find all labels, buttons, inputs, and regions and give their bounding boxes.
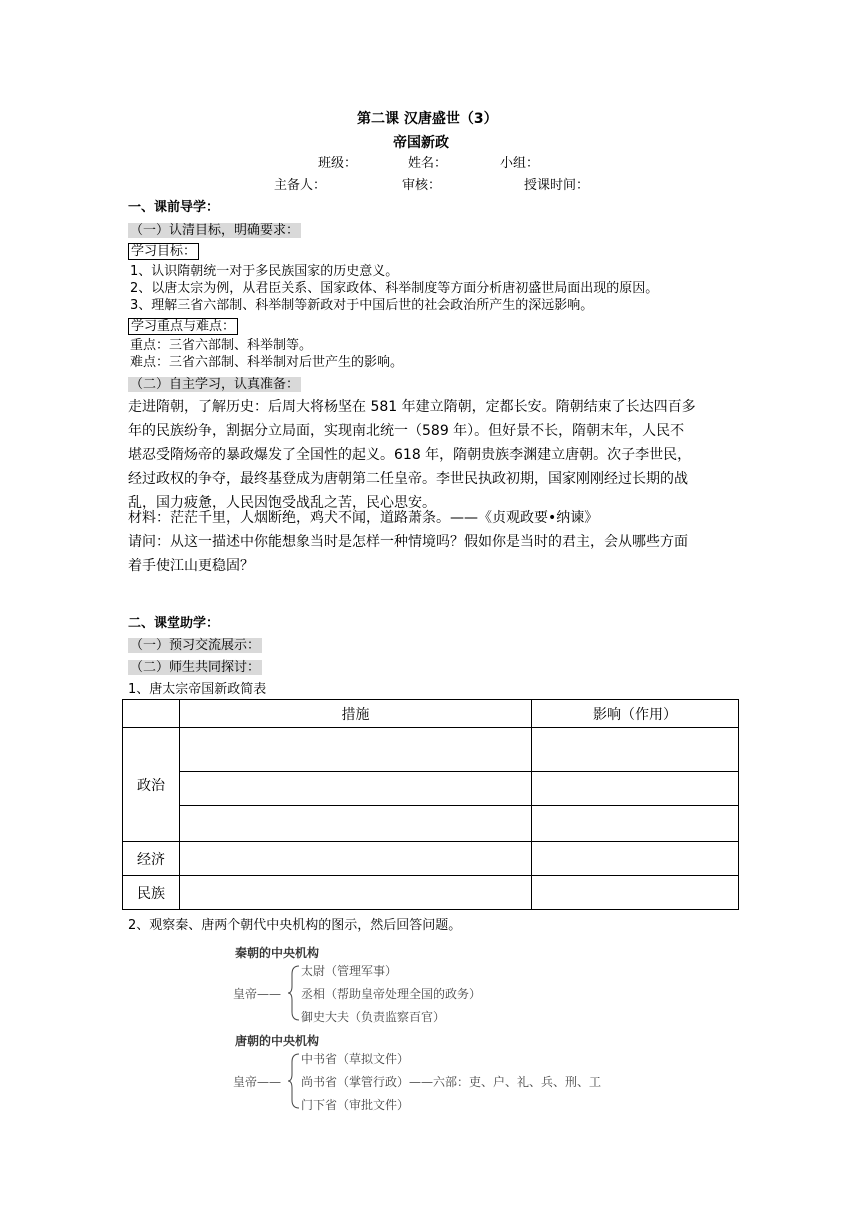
measure-cell[interactable]: [180, 806, 532, 842]
row-label-economy: 经济: [123, 842, 180, 876]
measure-cell[interactable]: [180, 876, 532, 910]
key-point-text: 重点：三省六部制、科举制等。: [130, 338, 313, 353]
table-row: [123, 876, 739, 910]
table-header-impact: 影响（作用）: [532, 700, 739, 728]
impact-cell[interactable]: [532, 772, 739, 806]
lesson-title: 第二课 汉唐盛世（3）: [357, 111, 498, 127]
key-points-label: 学习重点与难点：: [128, 318, 238, 335]
impact-cell[interactable]: [532, 876, 739, 910]
class-field-label: 班级：: [318, 156, 358, 171]
preparer-field-label: 主备人：: [274, 178, 327, 193]
table-row: [123, 728, 739, 772]
row-label-ethnicity: 民族: [123, 876, 180, 910]
table-header-row: [123, 700, 739, 728]
passage-line-1: 走进隋朝，了解历史：后周大将杨坚在 581 年建立隋朝，定都长安。隋朝结束了长达四百多: [128, 399, 696, 415]
qin-item-chengxiang: 丞相（帮助皇帝处理全国的政务）: [301, 987, 482, 1001]
goal-item-3: 3、理解三省六部制、科举制等新政对于中国后世的社会政治所产生的深远影响。: [130, 298, 594, 313]
tang-root-label: 皇帝——: [233, 1075, 282, 1089]
tang-diagram-title: 唐朝的中央机构: [235, 1034, 320, 1048]
measure-cell[interactable]: [180, 728, 532, 772]
question-line-1: 请问：从这一描述中你能想象当时是怎样一种情境吗？假如你是当时的君主，会从哪些方面: [128, 534, 688, 550]
question-line-2: 着手使江山更稳固？: [128, 558, 254, 574]
qin-bracket: [287, 964, 301, 1022]
central-institutions-diagram: [233, 940, 673, 1115]
goals-label: 学习目标：: [128, 243, 199, 260]
reviewer-field-label: 审核：: [402, 178, 442, 193]
tang-item-menxia: 门下省（审批文件）: [301, 1098, 410, 1112]
tang-item-zhongshu: 中书省（草拟文件）: [301, 1052, 410, 1066]
name-field-label: 姓名：: [408, 156, 448, 171]
section2-heading: 二、课堂助学：: [128, 616, 220, 631]
qin-item-taiwei: 太尉（管理军事）: [301, 964, 398, 978]
qin-root-label: 皇帝——: [233, 987, 282, 1001]
question-2-text: 2、观察秦、唐两个朝代中央机构的图示，然后回答问题。: [128, 918, 462, 933]
passage-line-5: 乱，国力疲惫，人民因饱受战乱之苦，民心思安。: [128, 495, 436, 511]
table-header-corner: [123, 700, 180, 728]
difficulty-text: 难点：三省六部制、科举制对后世产生的影响。: [130, 355, 404, 370]
section1-part2-heading: （二）自主学习，认真准备：: [130, 377, 300, 392]
measure-cell[interactable]: [180, 772, 532, 806]
impact-cell[interactable]: [532, 806, 739, 842]
qin-item-yushi: 御史大夫（负责监察百官）: [301, 1010, 446, 1024]
table-header-measures: 措施: [180, 700, 532, 728]
lesson-subtitle: 帝国新政: [393, 135, 449, 151]
table-row: [123, 806, 739, 842]
table-row: [123, 772, 739, 806]
passage-line-4: 经过政权的争夺，最终基登成为唐朝第二任皇帝。李世民执政初期，国家刚刚经过长期的战: [128, 471, 688, 487]
table-row: [123, 842, 739, 876]
measure-cell[interactable]: [180, 842, 532, 876]
impact-cell[interactable]: [532, 842, 739, 876]
section2-part2-heading: （二）师生共同探讨：: [130, 660, 261, 675]
row-label-politics: 政治: [123, 728, 180, 842]
policy-table: [122, 699, 739, 910]
section1-heading: 一、课前导学：: [128, 200, 220, 215]
teaching-time-field-label: 授课时间：: [524, 178, 590, 193]
goal-item-2: 2、以唐太宗为例，从君臣关系、国家政体、科举制度等方面分析唐初盛世局面出现的原因。: [130, 281, 659, 296]
tang-item-shangshu: 尚书省（掌管行政）——六部：吏、户、礼、兵、刑、工: [301, 1075, 602, 1089]
goal-item-1: 1、认识隋朝统一对于多民族国家的历史意义。: [130, 264, 399, 279]
qin-diagram-title: 秦朝的中央机构: [235, 946, 320, 960]
group-field-label: 小组：: [500, 156, 540, 171]
passage-line-2: 年的民族纷争，割据分立局面，实现南北统一（589 年）。但好景不长，隋朝末年，人民不: [128, 423, 685, 439]
table-title: 1、唐太宗帝国新政简表: [128, 682, 267, 697]
section1-part1-heading: （一）认清目标，明确要求：: [130, 223, 300, 238]
material-quote: 材料：茫茫千里，人烟断绝，鸡犬不闻，道路萧条。——《贞观政要•纳谏》: [128, 510, 599, 526]
section2-part1-heading: （一）预习交流展示：: [130, 638, 261, 653]
passage-line-3: 堪忍受隋炀帝的暴政爆发了全国性的起义。618 年，隋朝贵族李渊建立唐朝。次子李世民，: [128, 447, 692, 463]
tang-bracket: [287, 1052, 301, 1110]
impact-cell[interactable]: [532, 728, 739, 772]
